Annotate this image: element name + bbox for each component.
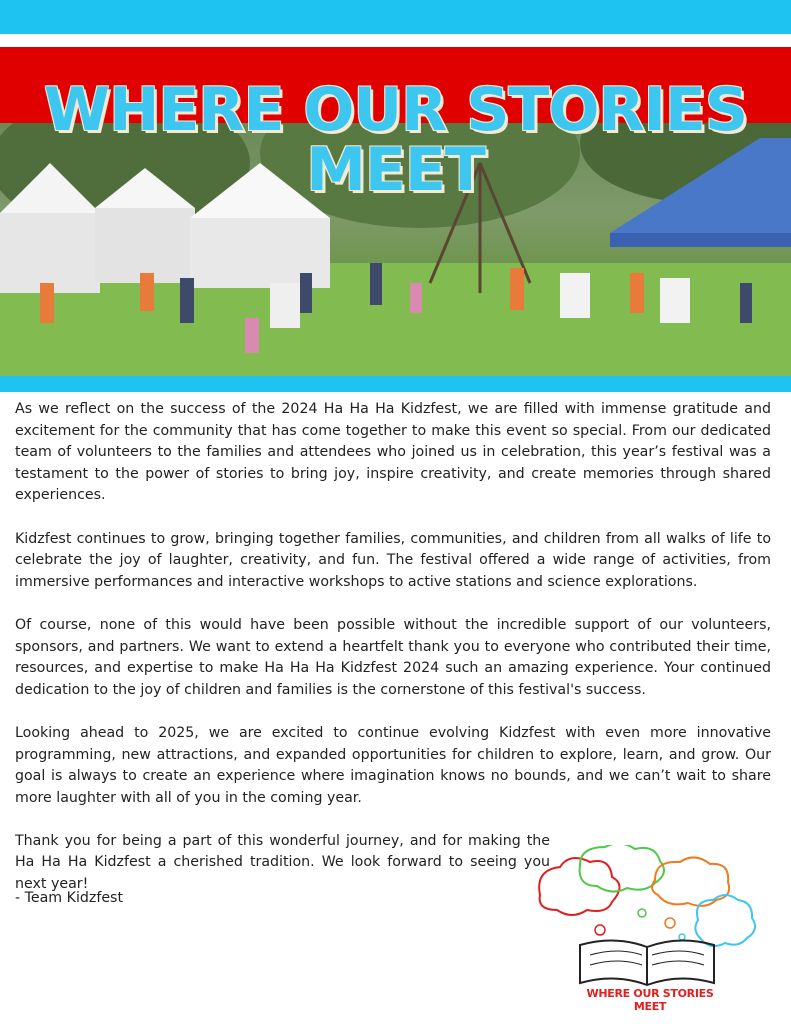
top-accent-bar — [0, 0, 791, 34]
logo-caption: WHERE OUR STORIES MEET — [586, 987, 714, 1013]
stories-logo-icon — [530, 845, 765, 1010]
paragraph-2: Kidzfest continues to grow, bringing together families, communities, and children from all walks of life to celebrate the joy of laughter, creativity, and fun. The festival offered a wide range of activities, from immersive performances and interactive workshops to active stations and science explorations. — [15, 530, 771, 590]
signoff: - Team Kidzfest — [15, 890, 124, 906]
paragraph-3: Of course, none of this would have been possible without the incredible support of our volunteers, sponsors, and partners. We want to extend a heartfelt thank you to everyone who contributed their time, resources, and expertise to make Ha Ha Ha Kidzfest 2024 such an amazing experience. Your continued dedication to the joy of children and families is the cornerstone of this festival's success. — [15, 616, 771, 698]
letter-body — [15, 399, 771, 917]
photo-bottom-bar — [0, 376, 791, 392]
paragraph-4: Looking ahead to 2025, we are excited to continue evolving Kidzfest with even more innovative programming, new attractions, and expanded opportunities for children to explore, learn, and grow. Our goal is always to create an experience where imagination knows no bounds, and we can’t wait to share more laughter with all of you in the coming year. — [15, 724, 771, 806]
paragraph-1: As we reflect on the success of the 2024 Ha Ha Ha Kidzfest, we are filled with immense gratitude and excitement for the community that has come together to make this event so special. From our dedicated team of volunteers to the families and attendees who joined us in celebration, this year’s festival was a testament to the power of stories to bring joy, inspire creativity, and create memories through shared experiences. — [15, 401, 771, 504]
paragraph-5: Thank you for being a part of this wonderful journey, and for making the Ha Ha Ha Kidzfest a cherished tradition. We look forward to seeing you next year! — [15, 832, 550, 893]
banner-title: WHERE OUR STORIES MEET — [43, 75, 748, 205]
